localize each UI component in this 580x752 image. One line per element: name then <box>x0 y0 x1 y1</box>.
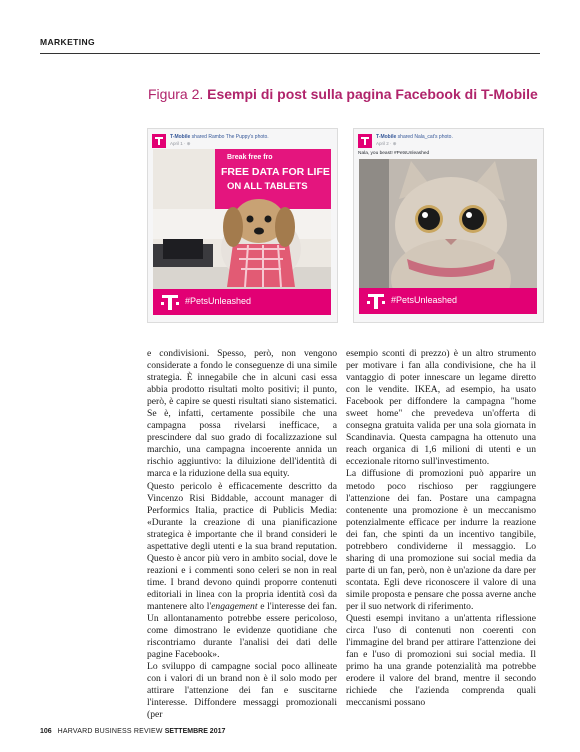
post-date: April 2 · ⊕ <box>376 141 397 146</box>
brand-bar <box>153 289 331 315</box>
figure-heading: Esempi di post sulla pagina Facebook di T-Mobile <box>207 86 538 102</box>
t-mobile-logo-icon <box>161 293 179 311</box>
page-number: 106 <box>40 728 52 735</box>
hashtag: #PetsUnleashed <box>391 295 458 305</box>
paragraph: Lo sviluppo di campagne social poco allineate con i valori di un brand non è il solo modo per attirare l'attenzione dei fan e suscitarne l'interesse. Diffondere messaggi promozionali (per <box>147 661 337 720</box>
paragraph: e condivisioni. Spesso, però, non vengono considerate a fondo le conseguenze di una simile strategia. È innegabile che in alcuni casi essa abbia prodotto risultati molto positivi; il punto, però, è capire se questi risultati siano sistematici. Se è, infatti, certamente possibile che una campagna possa rivelarsi inefficace, a prescindere dal suo grado di focalizzazione sul marchio, una campagna incoerente annida un rischio aggiuntivo: la diluizione dell'identità di marca e la riduzione della sua equity. <box>147 348 337 480</box>
sign-text-1: FREE DATA FOR LIFE <box>221 166 330 178</box>
t-mobile-logo-icon <box>367 292 385 310</box>
post-date: April 1 · ⊕ <box>170 141 191 146</box>
paragraph-text: e l'interesse dei fan. Un allontanamento potrebbe essere pericoloso, come dimostrano le evidenze quotidiane che riscontriamo durante l'analisi dei dati delle pagine Facebook». <box>147 600 337 661</box>
hashtag: #PetsUnleashed <box>185 296 252 306</box>
publication-name: HARVARD BUSINESS REVIEW <box>57 728 163 735</box>
post-author: T-Mobile <box>376 134 397 140</box>
text-column-left <box>147 348 337 720</box>
paragraph-text: Questo pericolo è efficacemente descritto da Vincenzo Risi Biddable, account manager di Performics Italia, practice di Publicis Media: «Durante la creazione di una pianificazione strategica è importante che il brand consideri le aspettative degli utenti e la sua brand reputation. Questo è ancor più vero in ambito social, dove le reazioni e i commenti sono celeri se non in real time. I brand devono quindi proporre contenuti editoriali in linea con la propria identità così da mantenere alto l' <box>147 480 337 612</box>
issue-date: SETTEMBRE 2017 <box>164 728 226 735</box>
page-footer <box>40 728 225 735</box>
facebook-post-cat <box>353 128 544 323</box>
post-author-line <box>170 134 269 140</box>
post-author: T-Mobile <box>170 134 191 140</box>
t-mobile-avatar-icon <box>152 134 166 148</box>
figure-title <box>148 86 538 102</box>
cat-photo <box>359 159 537 314</box>
post-action: shared Nala_cat's photo. <box>397 134 453 140</box>
text-column-right <box>346 348 536 720</box>
post-caption: Nala, you beast! #PetsUnleashed <box>358 151 430 156</box>
paragraph-emphasis: engagement <box>211 600 258 612</box>
brand-bar <box>359 288 537 314</box>
header-rule <box>40 53 540 54</box>
sign-text-2: ON ALL TABLETS <box>227 181 308 192</box>
sign-text-top: Break free fro <box>227 154 273 161</box>
paragraph <box>147 481 337 662</box>
section-label: MARKETING <box>40 37 96 47</box>
post-author-line <box>376 134 453 140</box>
post-header <box>358 134 539 152</box>
paragraph: La diffusione di promozioni può apparire un metodo poco rischioso per raggiungere l'attenzione dei fan. Postare una campagna contenente una promozione è un meccanismo potenzialmente efficace per indurre la reazione dei fan, che spinti da un incentivo tangibile, potrebbero condividerne il messaggio. Lo sharing di una promozione sui social media da parte di un fan, però, non è un'azione da dare per scontata. Egli deve riconoscere il valore di una simile proposta e pensare che possa averne anche per il suo network di riferimento. <box>346 468 536 612</box>
post-action: shared Rambo The Puppy's photo. <box>191 134 269 140</box>
paragraph: Questi esempi invitano a un'attenta riflessione circa l'uso di contenuti non coerenti con l'immagine del brand per attirare l'attenzione dei fan e l'uso di promozioni sui social media. Il primo ha una grande potenzialità ma potrebbe erodere il valore del brand, mentre il secondo richiede che l'azienda comprenda quali meccanismi possano <box>346 613 536 709</box>
figure-label: Figura 2. <box>148 86 204 102</box>
facebook-post-dog <box>147 128 338 323</box>
t-mobile-avatar-icon <box>358 134 372 148</box>
paragraph: esempio sconti di prezzo) è un altro strumento per motivare i fan alla condivisione, che ha il vantaggio di poter innescare un legame diretto con le vendite. IKEA, ad esempio, ha usato Facebook per diffondere la campagna "home sweet home" che prevedeva un'offerta di consegna gratuita valida per una sola giornata in Scandinavia. Questa campagna ha ottenuto una reach organica di 1,6 milioni di utenti e un eccezionale ritorno sull'investimento. <box>346 348 536 468</box>
dog-photo <box>153 149 331 315</box>
